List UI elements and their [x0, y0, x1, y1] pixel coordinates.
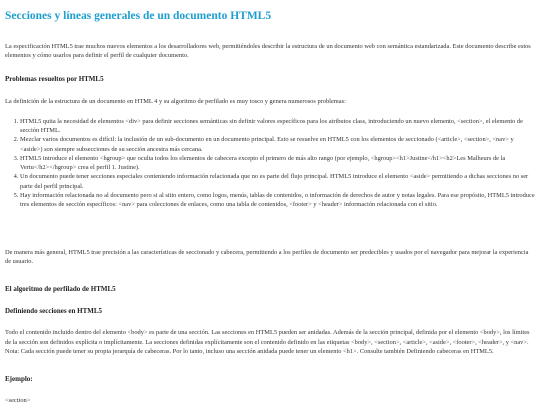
list-item: 5. Hay información relacionada no al documento pero si al sitio entero, como logos, menús, tablas de contenidos, o información de derechos de autor y notas legales. Para ese propósito, HTML5 introduce tres elementos de sección específicos: <nav> para colecciones de enlaces, como una tabla de contenidos, <footer> y <header> información relacionada con el sitio. — [20, 191, 535, 210]
section-heading-problems: Problemas resueltos por HTML5 — [5, 75, 104, 84]
list-item: 2. Mezclar varios documentos es difícil: la inclusión de un sub-documento en un documento principal. Esto se resuelve en HTML5 con los elementos de seccionado (<article>, <section>, <nav> y <aside>) son siempre subsecciones de su sección ancestra más cercana. — [20, 135, 535, 154]
page-title: Secciones y líneas generales de un documento HTML5 — [5, 10, 272, 22]
section-heading-algorithm: El algoritmo de perfilado de HTML5 — [5, 285, 116, 294]
subsection-heading-defining-sections: Definiendo secciones en HTML5 — [5, 307, 103, 316]
list-item: 3. HTML5 introduce el elemento <hgroup> que oculta todos los elementos de cabecera excepto el primero de más alto rango (por ejemplo, <hgroup><h1>Justine</h1><h2>Les Malheurs de la Vertu</h2></hgroup> crea el perfil 1. Justine). — [20, 154, 535, 173]
example-code-line: <section> — [5, 397, 31, 405]
list-item: 1. HTML5 quita la necesidad de elementos <div> para definir secciones semánticas sin definir valores específicos para los atributos class, introduciendo un nuevo elemento, <section>, el elemento de sección HTML. — [20, 117, 535, 136]
problems-list — [5, 117, 535, 210]
general-paragraph: De manera más general, HTML5 trae precisión a las características de seccionado y cabecera, permitiendo a los perfiles de documento ser predecibles y usados por el navegador para mejorar la experiencia de usuario. — [5, 248, 529, 265]
list-item: 4. Un documento puede tener secciones especiales conteniendo información relacionada que no es parte del flujo principal. HTML5 introduce el elemento <aside> permitiendo a dichas secciones no ser parte del perfil principal. — [20, 172, 535, 191]
sections-body-paragraph: Todo el contenido incluido dentro del elemento <body> es parte de una sección. Las secciones en HTML5 pueden ser anidadas. Además de la sección principal, definida por el elemento <body>, los límites de la sección son definidos explícita o implícitamente. La secciones definidas explícitamente son el contenido definido en las etiquetas <body>, <section>, <article>, <aside>, <footer>, <header>, y <nav>. Nota: Cada sección puede tener su propia jerarquía de cabeceras. Por lo tanto, incluso una sección anidada puede tener un elemento <h1>. Consulte también Definiendo cabeceras en HTML5. — [5, 329, 530, 355]
example-heading: Ejemplo: — [5, 375, 33, 384]
problems-lead-paragraph: La definición de la estructura de un documento en HTML 4 y su algoritmo de perfilado es muy tosco y genera numerosos problemas: — [5, 97, 346, 105]
intro-paragraph: La especificación HTML5 trae muchos nuevos elementos a los desarrolladores web, permitiéndoles describir la estructura de un documento web con semántica estandarizada. Este documento describe estos elementos y cómo usarlos para definir el perfil de cualquier documento. — [5, 42, 531, 60]
